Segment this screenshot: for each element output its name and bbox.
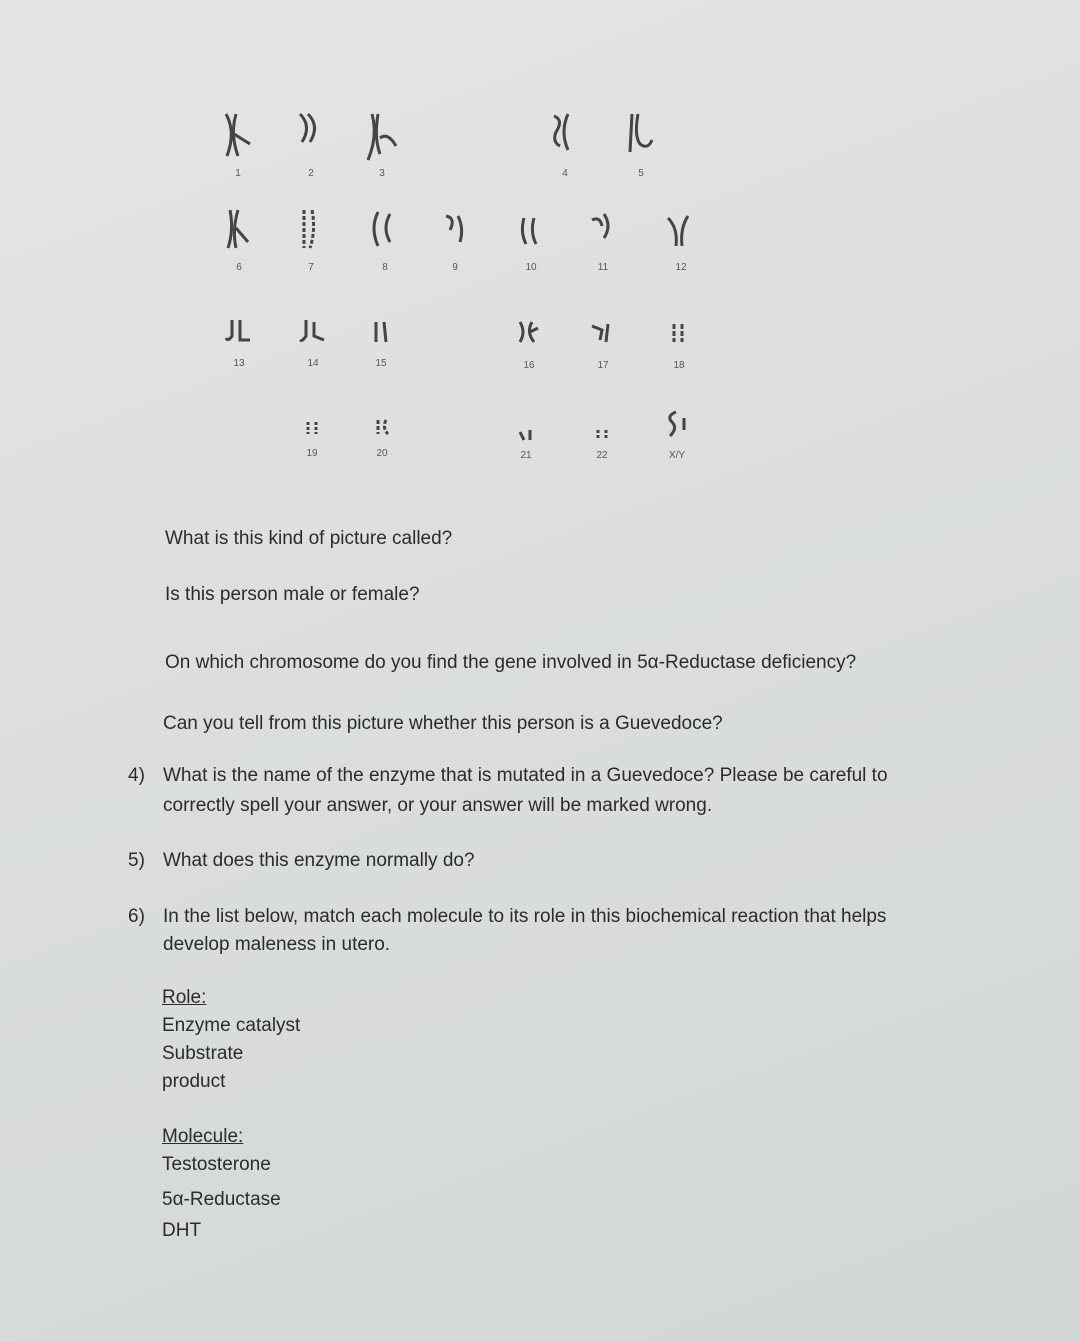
chromosome-label: 13 [233,358,245,369]
chromosome-label: 15 [375,358,387,369]
question-3: On which chromosome do you find the gene involved in 5α-Reductase deficiency? [165,652,857,673]
chromosome-pair-15 [370,320,392,369]
question-6-line1: In the list below, match each molecule to its role in this biochemical reaction that helps [163,906,887,927]
chromosome-label: 10 [525,262,537,273]
chromosome-pair-8 [368,210,402,273]
role-item: product [162,1071,226,1092]
question-6-line2: develop maleness in utero. [163,934,391,955]
chromosome-label: 3 [379,168,385,179]
chromosome-pair-18 [668,322,690,371]
chromosome-pair-4 [550,112,580,179]
chromosome-label: 14 [307,358,319,369]
chromosome-label: 20 [376,448,388,459]
question-4-number: 4) [128,765,145,786]
chromosome-pair-16 [516,320,542,371]
chromosome-pair-5 [626,112,656,179]
question-6-number: 6) [128,906,145,927]
chromosome-pair-6 [224,208,254,273]
chromosome-label: 16 [523,360,535,371]
chromosome-label: 1 [235,168,241,179]
question-1: What is this kind of picture called? [165,528,453,549]
chromosome-label: X/Y [668,450,686,461]
chromosome-pair-2 [296,112,326,179]
chromosome-label: 21 [520,450,532,461]
molecule-item: 5α-Reductase [162,1189,281,1210]
chromosome-pair-14 [298,318,328,369]
chromosome-label: 6 [236,262,242,273]
chromosome-label: 17 [597,360,609,371]
chromosome-pair-3 [364,112,400,179]
role-item: Substrate [162,1043,244,1064]
question-4-line2: correctly spell your answer, or your answer will be marked wrong. [163,795,713,816]
chromosome-pair-10 [518,214,544,273]
chromosome-label: 4 [562,168,568,179]
chromosome-label: 9 [452,262,458,273]
chromosome-label: 19 [306,448,318,459]
chromosome-pair-21 [516,428,536,461]
chromosome-pair-19 [302,420,322,459]
chromosome-label: 2 [308,168,314,179]
chromosome-pair-1 [222,112,254,179]
molecule-item: Testosterone [162,1154,271,1175]
chromosome-pair-xy [664,410,690,461]
chromosome-pair-17 [590,322,616,371]
chromosome-label: 11 [597,262,609,273]
karyotype-image [0,0,1080,480]
chromosome-pair-11 [588,212,618,273]
chromosome-pair-12 [666,214,696,273]
chromosome-label: 7 [308,262,314,273]
role-heading: Role: [162,987,207,1008]
question-5-number: 5) [128,850,145,871]
chromosome-label: 12 [675,262,687,273]
chromosome-pair-22 [592,428,612,461]
chromosome-pair-20 [372,418,392,459]
question-guevedoce: Can you tell from this picture whether this person is a Guevedoce? [163,713,723,734]
chromosome-label: 5 [638,168,644,179]
chromosome-label: 22 [596,450,608,461]
role-item: Enzyme catalyst [162,1015,301,1036]
chromosome-pair-13 [224,318,254,369]
question-2: Is this person male or female? [165,584,420,605]
chromosome-label: 8 [382,262,388,273]
question-5-text: What does this enzyme normally do? [163,850,475,871]
chromosome-pair-9 [442,212,468,273]
chromosome-pair-7 [298,208,324,273]
molecule-heading: Molecule: [162,1126,244,1147]
question-4-line1: What is the name of the enzyme that is mutated in a Guevedoce? Please be careful to [163,765,888,786]
molecule-item: DHT [162,1220,202,1241]
chromosome-label: 18 [673,360,685,371]
